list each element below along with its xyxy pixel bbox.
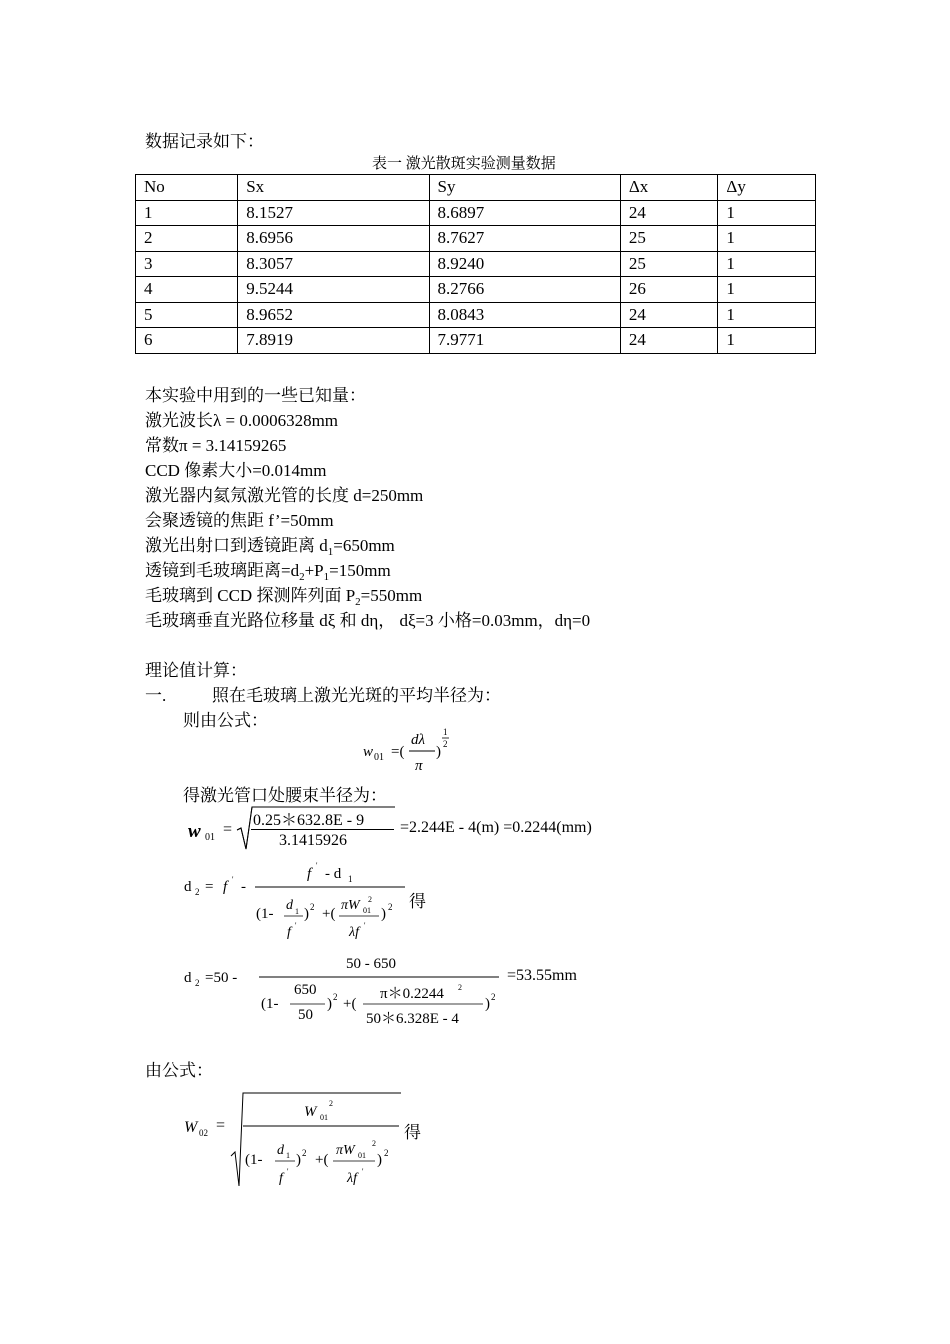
w01-numerator: 0.25＊632.8E - 9 <box>253 812 365 829</box>
svg-text:λf: λf <box>347 1171 357 1186</box>
table-row <box>136 200 816 226</box>
svg-text:=(: =( <box>391 744 405 760</box>
d2-frac-b: 50 <box>298 1007 313 1023</box>
table-cell: 8.1527 <box>238 200 429 226</box>
header-cell: Δx <box>620 175 718 201</box>
data-table <box>135 174 816 354</box>
svg-text:d: d <box>184 879 192 895</box>
known-focal: 会聚透镜的焦距 f’=50mm <box>145 511 334 530</box>
table-cell: 25 <box>620 251 718 277</box>
svg-text:': ' <box>364 921 366 930</box>
svg-text:): ) <box>485 996 490 1012</box>
table-cell: 8.3057 <box>238 251 429 277</box>
svg-text:(1-: (1- <box>261 996 279 1012</box>
known-tube-length: 激光器内氦氖激光管的长度 d=250mm <box>145 486 424 505</box>
known-p2-post: =550mm <box>360 586 423 605</box>
table-cell: 8.0843 <box>429 302 620 328</box>
svg-text:): ) <box>381 906 386 922</box>
from-formula-text: 由公式： <box>145 1061 213 1080</box>
svg-text:-: - <box>241 879 246 895</box>
svg-text:): ) <box>436 744 441 760</box>
table-row <box>136 226 816 252</box>
svg-text:d: d <box>277 1143 284 1158</box>
known-ccd: CCD 像素大小=0.014mm <box>145 461 327 480</box>
known-d1-post: =650mm <box>333 536 395 555</box>
table-cell: 24 <box>620 328 718 354</box>
svg-text:2: 2 <box>458 983 462 992</box>
svg-text:': ' <box>362 1167 364 1176</box>
svg-text:f: f <box>223 879 228 895</box>
item1-number: 一. <box>145 686 167 705</box>
d2-frac-d: 50＊6.328E - 4 <box>366 1011 459 1027</box>
svg-text:2: 2 <box>333 992 338 1002</box>
known-heading: 本实验中用到的一些已知量： <box>145 386 366 405</box>
svg-text:f: f <box>307 866 312 882</box>
svg-text:2: 2 <box>310 902 315 912</box>
table-cell: 7.8919 <box>238 328 429 354</box>
table-caption: 表一 激光散斑实验测量数据 <box>372 156 556 172</box>
svg-text:2: 2 <box>388 902 393 912</box>
de-text-1: 得 <box>409 892 426 911</box>
table-cell: 1 <box>718 277 816 303</box>
svg-text:π: π <box>415 758 423 774</box>
waist-text: 得激光管口处腰束半径为： <box>183 786 387 805</box>
d2-result: =53.55mm <box>507 967 577 984</box>
svg-text:πW: πW <box>341 898 360 913</box>
table-cell: 1 <box>718 200 816 226</box>
known-d1 <box>145 531 395 556</box>
known-pi: 常数π = 3.14159265 <box>145 436 287 455</box>
formula-w02 <box>183 1090 413 1190</box>
svg-text:=: = <box>205 879 214 895</box>
table-cell: 24 <box>620 200 718 226</box>
svg-text:+(: +( <box>343 996 357 1012</box>
table-cell: 8.6897 <box>429 200 620 226</box>
svg-text:2: 2 <box>329 1099 333 1108</box>
svg-text:+(: +( <box>315 1152 329 1168</box>
table-cell: 3 <box>136 251 238 277</box>
svg-text:': ' <box>316 861 318 870</box>
svg-text:2: 2 <box>384 1148 389 1158</box>
table-header-row <box>136 175 816 201</box>
item1-text: 照在毛玻璃上激光光斑的平均半径为： <box>212 686 501 705</box>
known-d2-mid: +P <box>304 561 324 580</box>
known-wavelength: 激光波长λ = 0.0006328mm <box>145 411 339 430</box>
svg-text:W: W <box>184 1119 198 1136</box>
svg-text:λf: λf <box>349 925 359 940</box>
known-d2-sub1: 2 <box>299 571 305 583</box>
svg-text:=: = <box>216 1117 226 1134</box>
svg-text:1: 1 <box>443 727 448 737</box>
w01-result: =2.244E - 4(m) =0.2244(mm) <box>400 819 592 836</box>
formula-w01-definition <box>360 722 470 774</box>
known-d2 <box>145 556 391 581</box>
table-cell: 8.2766 <box>429 277 620 303</box>
svg-text:d: d <box>286 898 293 913</box>
table-row <box>136 302 816 328</box>
table-cell: 1 <box>718 328 816 354</box>
svg-text:d: d <box>184 970 192 986</box>
svg-text:01: 01 <box>374 752 384 763</box>
svg-text:=50 -: =50 - <box>205 970 238 986</box>
known-d1-pre: 激光出射口到透镜距离 d <box>145 536 328 555</box>
d2-frac-a: 650 <box>294 982 317 998</box>
table-cell: 8.6956 <box>238 226 429 252</box>
svg-text:1: 1 <box>295 907 299 916</box>
svg-text:': ' <box>287 1167 289 1176</box>
known-d2-sub2: 1 <box>323 571 330 583</box>
table-cell: 8.9240 <box>429 251 620 277</box>
header-cell: No <box>136 175 238 201</box>
header-cell: Sy <box>429 175 620 201</box>
svg-text:=: = <box>223 821 233 838</box>
svg-text:(1-: (1- <box>245 1152 263 1168</box>
known-d1-sub: 1 <box>327 546 334 558</box>
table-cell: 4 <box>136 277 238 303</box>
table-cell: 1 <box>136 200 238 226</box>
known-p2-pre: 毛玻璃到 CCD 探测阵列面 P <box>145 586 356 605</box>
svg-text:+(: +( <box>322 906 336 922</box>
header-cell: Sx <box>238 175 429 201</box>
svg-text:02: 02 <box>199 1128 208 1138</box>
table-cell: 9.5244 <box>238 277 429 303</box>
d2-numerator: 50 - 650 <box>346 956 396 972</box>
svg-text:w: w <box>363 744 374 760</box>
table-cell: 8.9652 <box>238 302 429 328</box>
by-formula-text: 则由公式： <box>183 711 268 730</box>
known-d2-post: =150mm <box>329 561 391 580</box>
svg-text:01: 01 <box>363 906 371 915</box>
formula-d2-value <box>183 952 623 1032</box>
d2-frac-c: π＊0.2244 <box>380 986 444 1002</box>
table-cell: 5 <box>136 302 238 328</box>
table-row <box>136 328 816 354</box>
table-cell: 24 <box>620 302 718 328</box>
w01-denominator: 3.1415926 <box>279 832 347 849</box>
formula-d2-general <box>183 856 443 948</box>
table-cell: 6 <box>136 328 238 354</box>
svg-text:2: 2 <box>491 992 496 1002</box>
de-text-2: 得 <box>404 1123 421 1142</box>
svg-text:': ' <box>295 921 297 930</box>
table-row <box>136 251 816 277</box>
svg-text:W: W <box>304 1104 317 1120</box>
table-cell: 25 <box>620 226 718 252</box>
svg-text:dλ: dλ <box>411 732 425 748</box>
svg-text:01: 01 <box>205 832 215 843</box>
svg-text:01: 01 <box>320 1113 328 1122</box>
svg-text:2: 2 <box>372 1139 376 1148</box>
known-p2 <box>145 581 422 606</box>
table-cell: 1 <box>718 302 816 328</box>
svg-text:2: 2 <box>443 739 448 749</box>
svg-text:w: w <box>188 821 201 842</box>
table-cell: 7.9771 <box>429 328 620 354</box>
svg-text:2: 2 <box>195 978 200 988</box>
table-cell: 1 <box>718 226 816 252</box>
svg-text:1: 1 <box>286 1151 290 1160</box>
svg-text:2: 2 <box>302 1148 307 1158</box>
table-cell: 1 <box>718 251 816 277</box>
theory-heading: 理论值计算： <box>145 661 247 680</box>
known-shift: 毛玻璃垂直光路位移量 dξ 和 dη， dξ=3 小格=0.03mm，dη=0 <box>145 611 591 630</box>
svg-text:): ) <box>327 996 332 1012</box>
table-cell: 26 <box>620 277 718 303</box>
formula-w01-value <box>185 804 665 854</box>
svg-text:): ) <box>377 1152 382 1168</box>
svg-text:1: 1 <box>348 874 353 884</box>
svg-text:2: 2 <box>368 895 372 904</box>
header-cell: Δy <box>718 175 816 201</box>
known-d2-pre: 透镜到毛玻璃距离=d <box>145 561 300 580</box>
svg-text:): ) <box>304 906 309 922</box>
table-cell: 8.7627 <box>429 226 620 252</box>
svg-text:πW: πW <box>336 1143 355 1158</box>
svg-text:): ) <box>296 1152 301 1168</box>
table-cell: 2 <box>136 226 238 252</box>
svg-text:f: f <box>279 1171 283 1186</box>
svg-text:': ' <box>232 875 234 884</box>
intro-text: 数据记录如下： <box>145 132 264 151</box>
svg-text:01: 01 <box>358 1151 366 1160</box>
w01-fraction-bar <box>251 829 394 830</box>
table-row <box>136 277 816 303</box>
svg-text:f: f <box>287 925 291 940</box>
svg-text:(1-: (1- <box>256 906 274 922</box>
svg-text:2: 2 <box>195 887 200 897</box>
known-p2-sub: 2 <box>355 596 361 608</box>
svg-text:- d: - d <box>325 866 342 882</box>
